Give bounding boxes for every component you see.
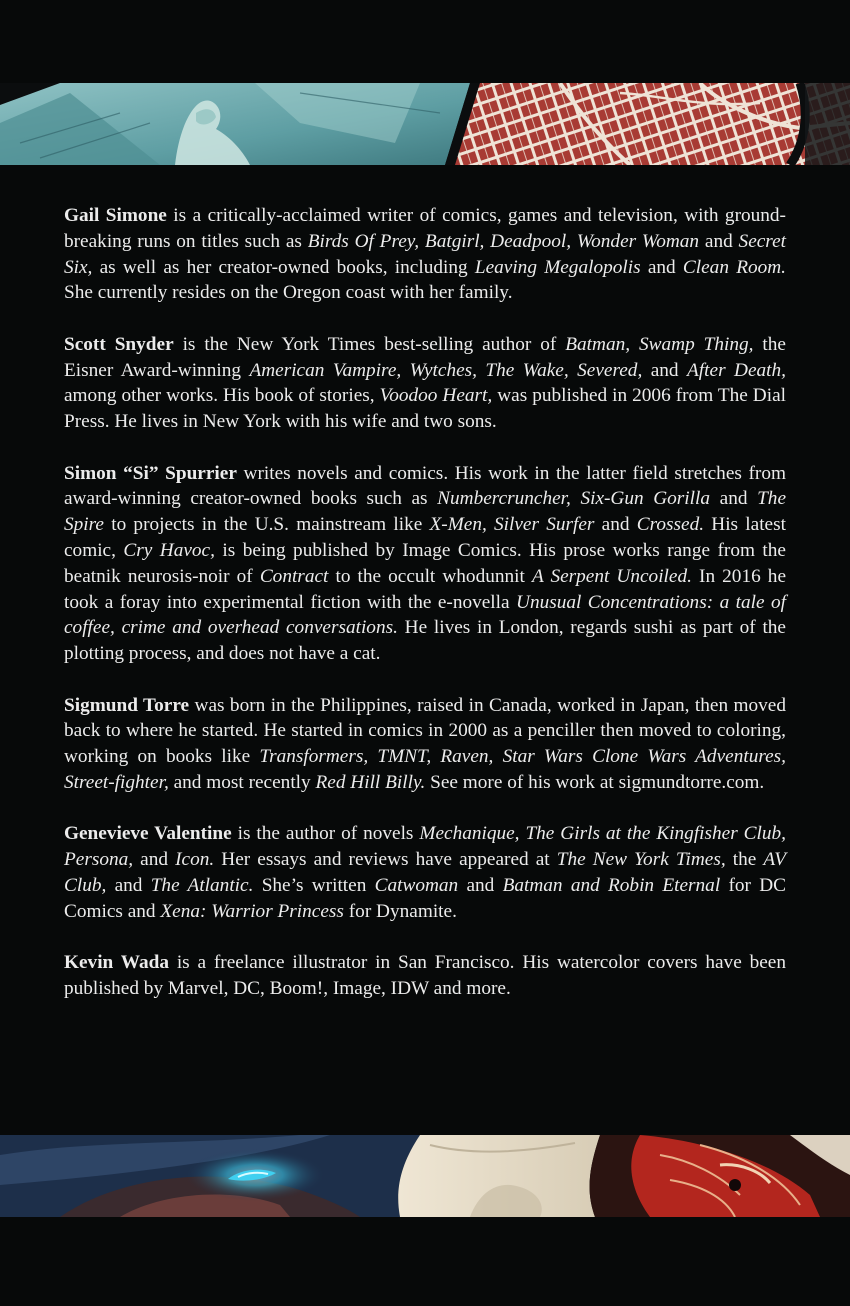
bio-paragraph [64,203,786,306]
bio-text: He lives in London, regards sushi as part of the plotting process, and does not have a cat. [64,617,786,665]
bio-author-name: Sigmund Torre [64,694,190,716]
bio-text: writes novels and comics. His work in the latter field stretches from award-winning creator-owned books such as [64,462,786,510]
bio-work-title: Contract [259,565,329,587]
bio-work-title: Secret Six, [64,230,787,278]
bio-text: and most recently [168,771,316,793]
bio-paragraph [64,461,786,667]
bio-work-title: Xena: Warrior Princess [160,900,344,922]
bio-author-name: Simon “Si” Spurrier [64,462,237,484]
bio-work-title: The New York Times, [556,849,726,871]
bio-text: She currently resides on the Oregon coast with her family. [64,282,513,304]
bio-text: to the occult whodunnit [328,565,532,587]
bio-text: is a critically-acclaimed writer of comics, games and television, with ground-breaking runs on titles such as [64,205,786,252]
bio-work-title: The Spire [64,488,786,536]
bio-author-name: Kevin Wada [64,952,169,974]
bio-text: and [106,874,151,896]
bio-work-title: Clean Room. [682,256,786,278]
bio-text: and [640,256,683,278]
bio-work-title: Red Hill Billy. [315,771,426,793]
bio-author-name: Scott Snyder [64,333,174,355]
masked-faces-art [0,1135,850,1217]
contributor-bios [64,203,786,1002]
bio-work-title: The Atlantic. [150,874,254,896]
bio-work-title: Icon. [175,849,215,871]
bio-work-title: After Death, [687,359,786,381]
bio-text: the [725,849,764,871]
bio-text: She’s written [253,874,375,896]
bio-text: as well as her creator-owned books, including [92,256,475,278]
bottom-banner-illustration [0,1135,850,1217]
bio-work-title: Batman, Swamp Thing, [565,333,754,355]
bio-text: for Dynamite. [343,900,457,922]
bio-author-name: Gail Simone [64,205,167,226]
bio-text: and [594,514,637,536]
bio-paragraph [64,821,786,924]
bio-text: and [710,488,758,510]
bio-text: was published in 2006 from The Dial Press. He lives in New York with his wife and two sons. [64,385,786,433]
bio-work-title: A Serpent Uncoiled. [531,565,692,587]
bio-text: among other works. His book of stories, [64,385,380,407]
bio-work-title: Unusual Concentrations: a tale of coffee, crime and overhead conversations. [64,591,786,639]
bio-text: is the author of novels [231,823,420,845]
bio-work-title: Cry Havoc, [123,539,215,561]
bio-text: and [642,359,688,381]
bio-text: See more of his work at sigmundtorre.com. [425,771,765,793]
bio-text: is the New York Times best-selling author of [173,333,566,355]
bio-work-title: Numbercruncher, Six-Gun Gorilla [437,488,711,510]
bio-text: Her essays and reviews have appeared at [214,849,557,871]
bio-work-title: Birds Of Prey, Batgirl, Deadpool, Wonder Woman [307,230,700,252]
bio-work-title: Crossed. [636,514,705,536]
bio-text: and [133,849,176,871]
bio-text: and [699,230,739,252]
bio-work-title: X-Men, Silver Surfer [429,514,595,536]
bio-work-title: AV Club, [64,849,787,896]
bio-text: the Eisner Award-winning [64,333,786,381]
bio-work-title: Leaving Megalopolis [474,256,641,278]
bio-work-title: American Vampire, Wytches, The Wake, Severed, [249,359,643,381]
bio-work-title: Catwoman [374,874,459,896]
bio-paragraph [64,693,786,796]
bio-paragraph [64,950,786,1002]
bio-author-name: Genevieve Valentine [64,823,232,845]
bio-text: His latest comic, [64,514,786,561]
bio-work-title: Voodoo Heart, [379,385,493,407]
bio-text: In 2016 he took a foray into experimental fiction with the e-novella [64,565,787,613]
bio-text: was born in the Philippines, raised in Canada, worked in Japan, then moved back to where he started. He started in comics in 2000 as a penciller then moved to coloring, working on books like [64,694,787,768]
bio-text: for DC Comics and [64,874,786,922]
bio-paragraph [64,332,786,435]
bio-text: to projects in the U.S. mainstream like [103,514,430,536]
bio-work-title: Mechanique, The Girls at the Kingfisher Club, Persona, [64,823,786,871]
statue-city-map-art [0,83,850,165]
bio-text: and [458,874,503,896]
bio-work-title: Transformers, TMNT, Raven, Star Wars Clone Wars Adventures, Street-fighter, [64,746,787,793]
top-banner-illustration [0,83,850,165]
bio-work-title: Batman and Robin Eternal [502,874,721,896]
bio-text: is a freelance illustrator in San Francisco. His watercolor covers have been published by Marvel, DC, Boom!, Image, IDW and more. [64,952,786,999]
bio-text: is being published by Image Comics. His prose works range from the beatnik neurosis-noir of [64,539,786,587]
